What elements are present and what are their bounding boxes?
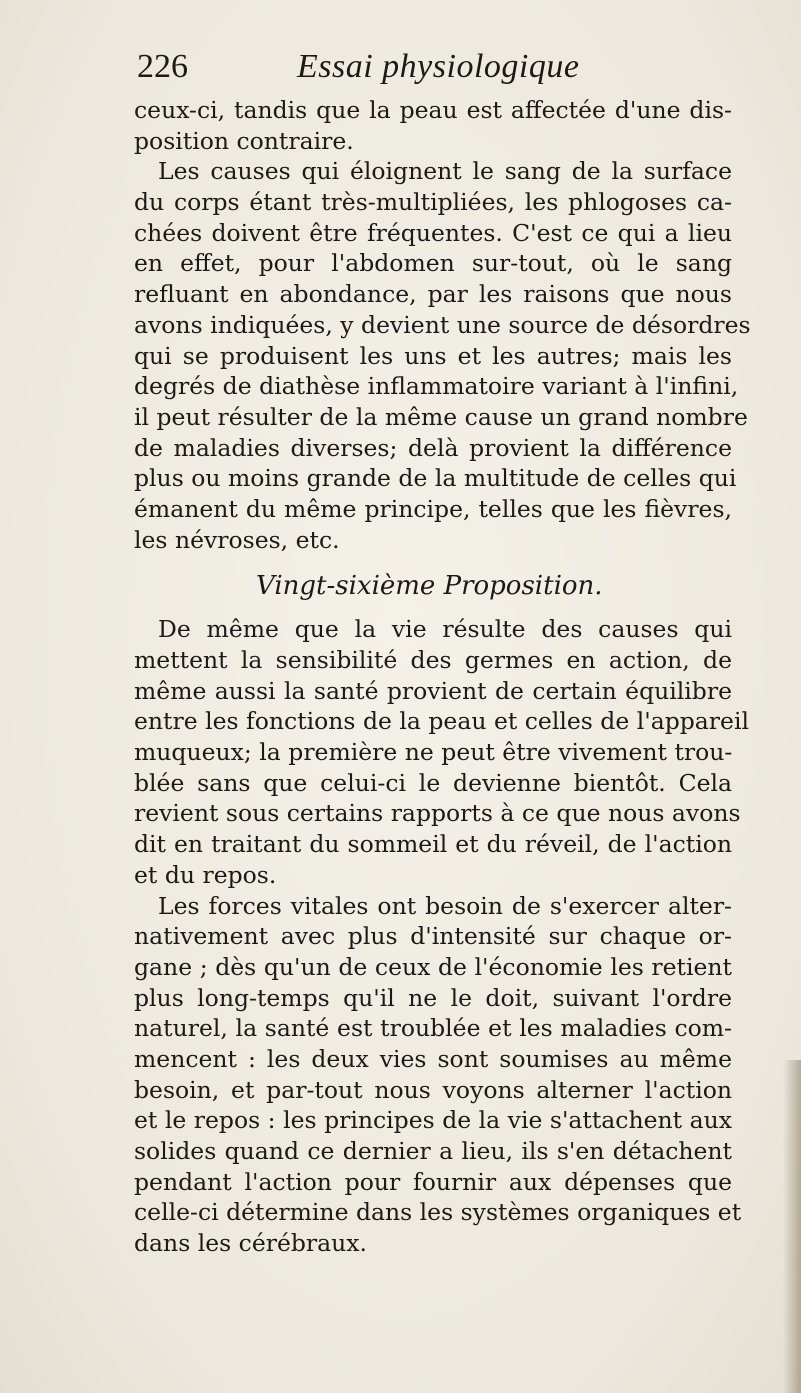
paragraph-start-line: Les forces vitales ont besoin de s'exercer alter- — [158, 891, 732, 920]
text-line: gane ; dès qu'un de ceux de l'économie les retient — [134, 952, 732, 981]
text-line: qui se produisent les uns et les autres; mais les — [134, 341, 732, 370]
text-line: dans les cérébraux. — [134, 1229, 368, 1258]
text-line: chées doivent être fréquentes. C'est ce qui a lieu — [134, 218, 732, 247]
text-line: refluant en abondance, par les raisons que nous — [134, 280, 732, 309]
text-line: nativement avec plus d'intensité sur chaque or- — [134, 922, 732, 951]
text-line: blée sans que celui-ci le devienne bientôt. Cela — [134, 768, 732, 797]
text-line: en effet, pour l'abdomen sur-tout, où le sang — [134, 249, 732, 278]
text-line: de maladies diverses; delà provient la différence — [134, 433, 732, 462]
text-line: il peut résulter de la même cause un grand nombre — [134, 402, 748, 431]
text-line: plus ou moins grande de la multitude de celles qui — [134, 464, 737, 493]
text-line: celle-ci détermine dans les systèmes organiques et — [134, 1198, 742, 1227]
text-line: ceux-ci, tandis que la peau est affectée d'une dis- — [134, 96, 732, 124]
page-edge-shadow — [783, 1060, 801, 1393]
text-line: émanent du même principe, telles que les fièvres, — [134, 494, 732, 523]
text-line: entre les fonctions de la peau et celles de l'appareil — [134, 707, 749, 736]
text-line: plus long-temps qu'il ne le doit, suivant l'ordre — [134, 983, 732, 1012]
running-head — [137, 44, 737, 90]
text-line: pendant l'action pour fournir aux dépenses que — [134, 1167, 732, 1196]
text-line: et le repos : les principes de la vie s'attachent aux — [134, 1106, 732, 1135]
text-line: solides quand ce dernier a lieu, ils s'en détachent — [134, 1137, 732, 1165]
text-line: les névroses, etc. — [134, 525, 340, 554]
text-line: dit en traitant du sommeil et du réveil, de l'action — [134, 830, 732, 859]
text-line: et du repos. — [134, 860, 277, 889]
text-line: du corps étant très-multipliées, les phlogoses ca- — [134, 188, 732, 217]
page-number: 226 — [137, 48, 188, 85]
text-line: avons indiquées, y devient une source de désordres — [134, 310, 751, 339]
text-line: mettent la sensibilité des germes en action, de — [134, 646, 732, 674]
section-heading: Vingt-sixième Proposition. — [256, 571, 603, 602]
text-line: position contraire. — [134, 126, 354, 155]
text-line: mencent : les deux vies sont soumises au même — [134, 1044, 732, 1073]
paragraph-start-line: Les causes qui éloignent le sang de la surface — [158, 157, 732, 186]
paragraph-start-line: De même que la vie résulte des causes qui — [158, 615, 732, 644]
text-line: même aussi la santé provient de certain équilibre — [134, 676, 732, 705]
running-title: Essai physiologique — [297, 48, 580, 85]
body-text — [134, 95, 751, 1259]
text-line: degrés de diathèse inflammatoire variant à l'infini, — [134, 372, 739, 401]
text-line: besoin, et par-tout nous voyons alterner l'action — [134, 1075, 732, 1104]
text-line: muqueux; la première ne peut être vivement trou- — [134, 738, 733, 767]
text-line: naturel, la santé est troublée et les maladies com- — [134, 1014, 732, 1043]
text-line: revient sous certains rapports à ce que nous avons — [134, 799, 741, 828]
